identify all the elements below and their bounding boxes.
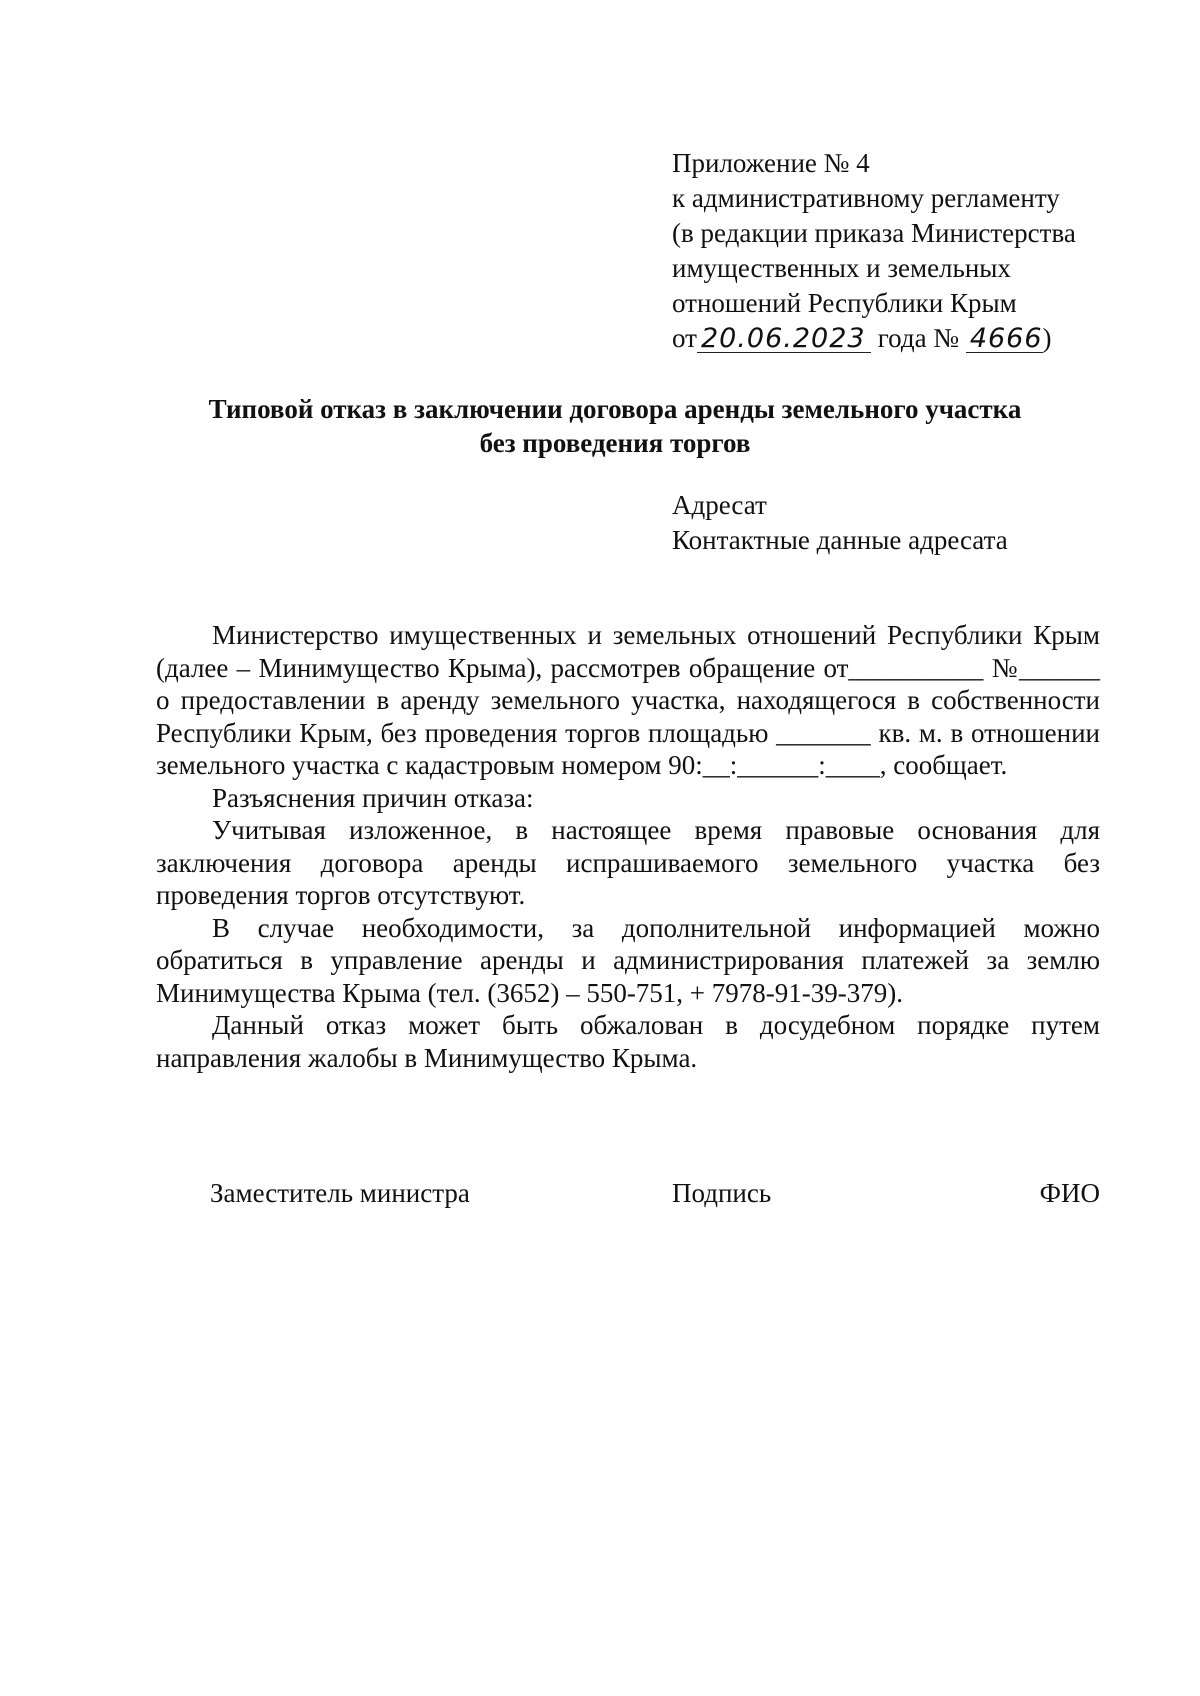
appendix-number: Приложение № 4 xyxy=(672,148,870,178)
appendix-edition: (в редакции приказа Министерства xyxy=(672,218,1076,248)
order-year-word: года № xyxy=(877,323,960,353)
appendix-ministry-1: имущественных и земельных xyxy=(672,253,1011,283)
addressee-block xyxy=(672,488,1112,558)
appendix-order-line xyxy=(672,321,1112,356)
order-close-paren: ) xyxy=(1042,323,1052,353)
order-number-handwritten: 4666 xyxy=(966,326,1043,353)
order-date-handwritten: 20.06.2023 xyxy=(697,326,871,353)
appendix-ministry-2: отношений Республики Крым xyxy=(672,288,1017,318)
letter-body xyxy=(156,619,1100,1074)
signature-placeholder: Подпись xyxy=(672,1178,772,1208)
signatory-position: Заместитель министра xyxy=(210,1178,470,1208)
addressee-name: Адресат xyxy=(672,490,767,520)
signatory-fio: ФИО xyxy=(1039,1178,1100,1208)
document-title xyxy=(150,392,1080,460)
order-date-prefix: от xyxy=(672,323,697,353)
paragraph-reasons-heading: Разъяснения причин отказа: xyxy=(212,782,534,813)
paragraph-appeal: Данный отказ может быть обжалован в досудебном порядке путем направления жалобы в Минимущество Крыма. xyxy=(156,1010,1100,1073)
paragraph-conclusion: Учитывая изложенное, в настоящее время правовые основания для заключения договора аренды испрашиваемого земельного участка без проведения торгов отсутствуют. xyxy=(156,815,1100,910)
paragraph-contact-info: В случае необходимости, за дополнительной информацией можно обратиться в управление аренды и администрирования платежей за землю Минимущества Крыма (тел. (3652) – 550-751, + 7978-91-39-379). xyxy=(156,912,1100,1008)
appendix-regulation: к административному регламенту xyxy=(672,183,1060,213)
appendix-block xyxy=(672,146,1112,356)
title-line-2: без проведения торгов xyxy=(479,428,751,458)
addressee-contacts: Контактные данные адресата xyxy=(672,525,1008,555)
paragraph-request: Министерство имущественных и земельных отношений Республики Крым (далее – Минимущество Крыма), рассмотрев обращение от__________ №______ о предоставлении в аренду земельного участка, находящегося в собственности Республики Крым, без проведения торгов площадью _______ кв. м. в отношении земельного участка с кадастровым номером 90:__:______:____, сообщает. xyxy=(156,620,1100,780)
title-line-1: Типовой отказ в заключении договора аренды земельного участка xyxy=(208,394,1022,424)
